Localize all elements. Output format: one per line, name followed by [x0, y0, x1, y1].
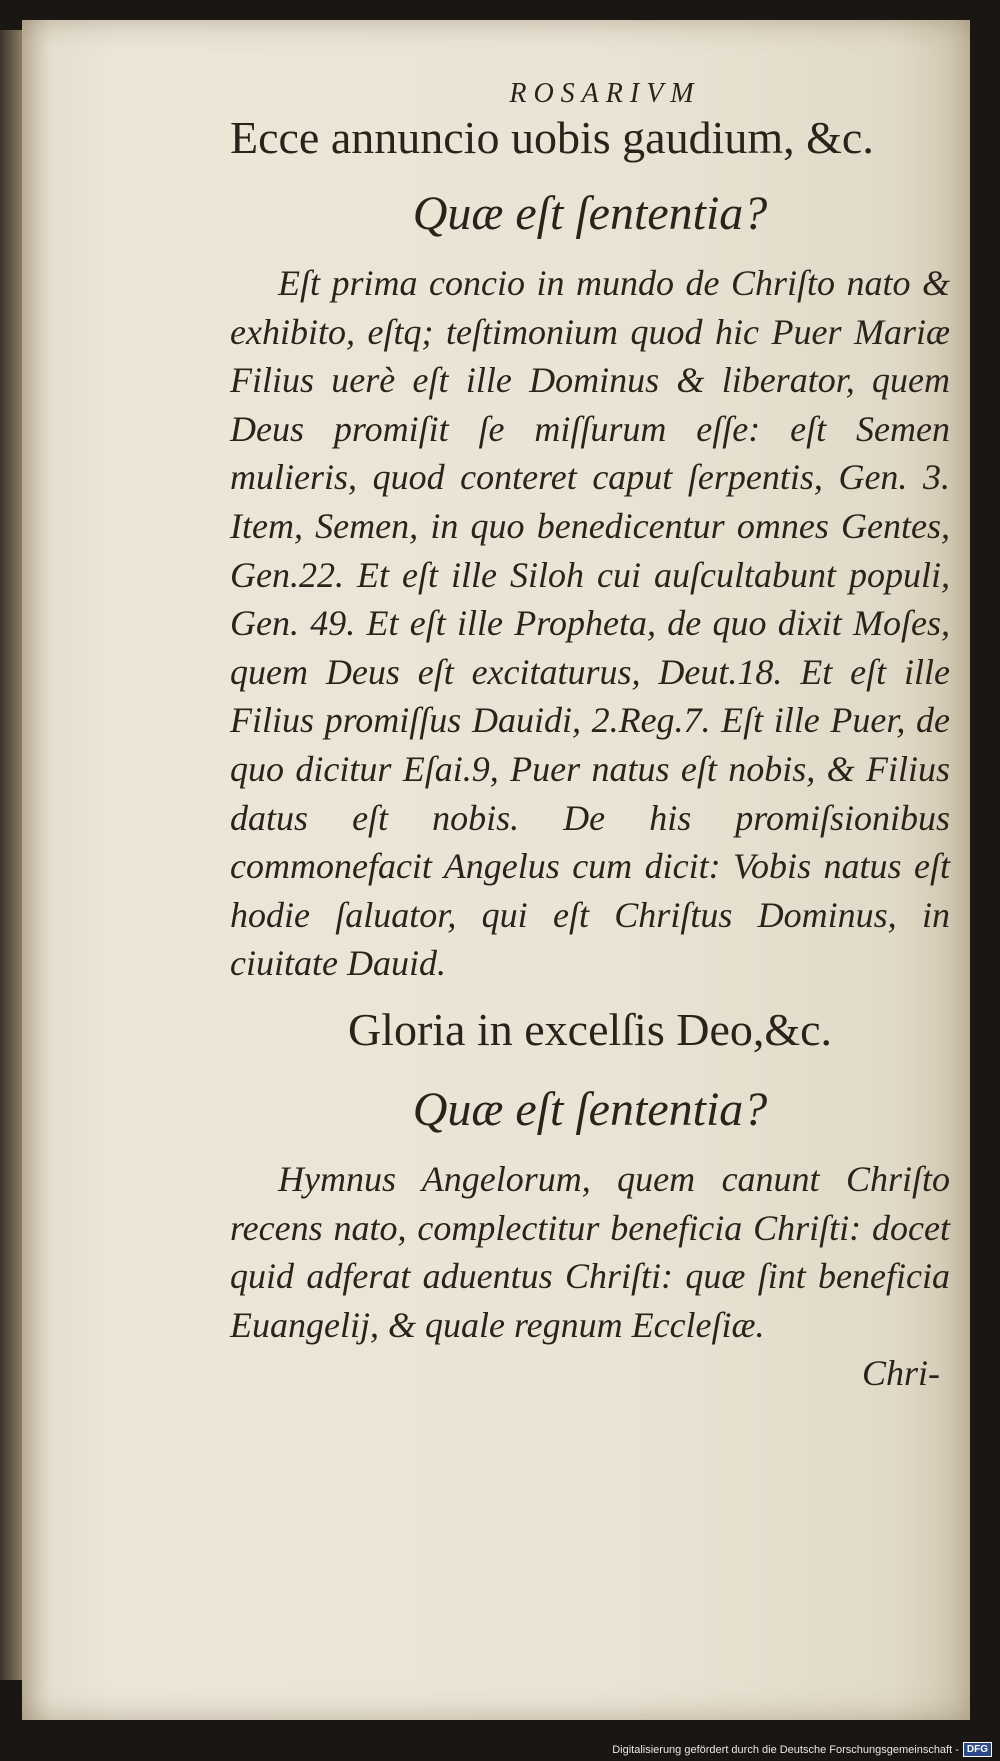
dfg-logo-icon: DFG [963, 1742, 992, 1757]
paragraph-2 [230, 1155, 950, 1349]
section-heading-1: Ecce annuncio uobis gaudium, &c. [230, 112, 874, 163]
running-head: ROSARIVM [509, 78, 701, 109]
paragraph-1 [230, 259, 950, 988]
catchword: Chri- [861, 1353, 940, 1394]
section-heading-2: Gloria in excelſis Deo,&c. [347, 1003, 833, 1055]
credit-text: Digitalisierung gefördert durch die Deutsche Forschungsgemeinschaft - [612, 1743, 959, 1756]
book-edge [0, 30, 22, 1680]
digitization-credit [612, 1742, 992, 1757]
paragraph-2-text: Hymnus Angelorum, quem canunt Chriſto recens nato, complectitur beneficia Chriſti: docet quid adferat aduentus Chriſti: quæ ſint beneficia Euangelij, & quale regnum Eccleſiæ. [230, 1158, 950, 1345]
question-heading-2: Quæ eſt ſententia? [412, 1082, 768, 1136]
question-heading-1: Quæ eſt ſententia? [412, 187, 768, 240]
paragraph-1-text: Eſt prima concio in mundo de Chriſto nato & exhibito, eſtq; teſtimonium quod hic Puer Mariæ Filius uerè eſt ille Dominus & liberator, quem Deus promiſit ſe miſſurum eſſe: eſt Semen mulieris, quod conteret caput ſerpentis, Gen. 3. Item, Semen, in quo benedicentur omnes Gentes, Gen.22. Et eſt ille Siloh cui auſcultabunt populi, Gen. 49. Et eſt ille Propheta, de quo dixit Moſes, quem Deus eſt excitaturus, Deut.18. Et eſt ille Filius promiſſus Dauidi, 2.Reg.7. Eſt ille Puer, de quo dicitur Eſai.9, Puer natus eſt nobis, & Filius datus eſt nobis. De his promiſsionibus commonefacit Angelus cum dicit: Vobis natus eſt hodie ſaluator, qui eſt Chriſtus Dominus, in ciuitate Dauid. [230, 263, 950, 984]
page-text [230, 78, 950, 1397]
